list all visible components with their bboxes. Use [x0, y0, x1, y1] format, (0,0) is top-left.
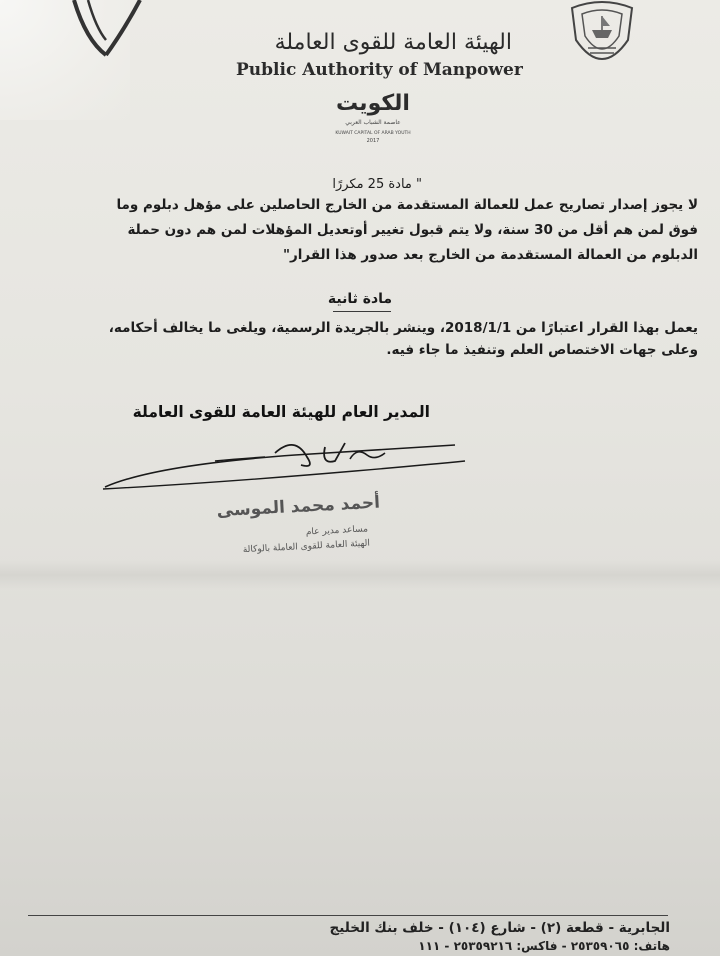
- stamp-organization: الهيئة العامة للقوى العاملة بالوكالة: [242, 538, 371, 556]
- kuwait-emblem-icon: [566, 0, 638, 76]
- authority-name-arabic: الهيئة العامة للقوى العاملة: [274, 30, 512, 55]
- article-2-heading: مادة ثانية: [327, 291, 393, 307]
- logo-word: الكويت: [336, 91, 410, 116]
- logo-year: 2017: [366, 138, 380, 144]
- logo-tagline-ar: عاصمة الشباب العربي: [345, 119, 401, 126]
- footer-rule: [28, 915, 668, 916]
- logo-tagline-en: KUWAIT CAPITAL OF ARAB YOUTH: [335, 131, 411, 136]
- footer-contact: هاتف: ٢٥٣٥٩٠٦٥ - فاكس: ٢٥٣٥٩٢١٦ - ١١١: [418, 939, 670, 953]
- footer-address: الجابرية - قطعة (٢) - شارع (١٠٤) - خلف بنك الخليج: [329, 920, 670, 936]
- article-2-text: يعمل بهذا القرار اعتبارًا من 2018/1/1، وينشر بالجريدة الرسمية، ويلغى ما يخالف أحكامه، وعلى جهات الاختصاص العلم وتنفيذ ما جاء فيه.: [108, 320, 698, 358]
- stamp-role: مساعد مدير عام: [305, 524, 369, 538]
- kuwait-arab-youth-logo: [318, 88, 428, 148]
- article-25-text: لا يجوز إصدار تصاريح عمل للعمالة المستقدمة من الخارج الحاصلين على مؤهل دبلوم وما فوق لمن هم أقل من 30 سنة، ولا يتم قبول تغيير أوتعديل المؤهلات لمن هم دون حملة الدبلوم من العمالة المستقدمة من الخارج بعد صدور هذا القرار": [116, 197, 698, 263]
- stamp-name: أحمد محمد الموسى: [216, 492, 381, 522]
- director-title: المدير العام للهيئة العامة للقوى العاملة: [132, 403, 430, 421]
- paper-crease: [0, 560, 720, 590]
- article-25-heading: " مادة 25 مكررًا: [332, 177, 422, 192]
- authority-name-english: Public Authority of Manpower: [236, 60, 523, 80]
- article-2-underline: [333, 311, 391, 312]
